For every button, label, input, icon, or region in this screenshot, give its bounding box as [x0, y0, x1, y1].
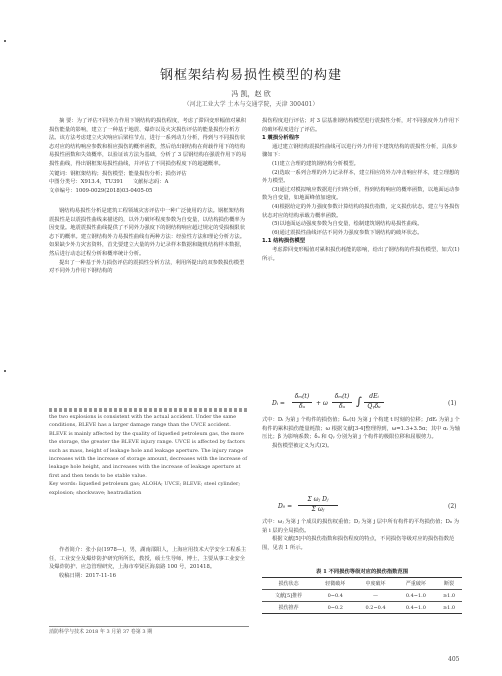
table-cell: ≥1.0 [436, 590, 462, 602]
table-caption: 表 1 不同损伤等级对应的损伤指数范围 [315, 569, 409, 575]
table-cell: 损伤推荐 [262, 602, 315, 614]
eq1-mid: + ω [316, 400, 328, 407]
eq2-denominator: Σ ωⱼ [311, 506, 325, 513]
eq1-lhs: Dᵢ = [272, 400, 285, 407]
eq1-frac2-den: δᵤ [338, 403, 345, 410]
body-paragraph: 提出了一种基于外力损伤评估的震损性分析方法，利用所提出的双参数损伤模型对不同外力作用下钢结构的 [49, 259, 245, 275]
eq1-frac3-den: Qᵧδᵤ [367, 403, 381, 410]
eq2-lhs: D₀ = [278, 503, 293, 510]
equation-1 [268, 393, 462, 415]
eq1-frac3-num: dEᵢ [369, 393, 379, 400]
eq2-explanation [262, 518, 462, 552]
authors: 冯 凯，赵 欣 [231, 90, 271, 98]
table-cell: — [355, 590, 395, 602]
abstract-block [49, 117, 249, 195]
step-4: (4)根据给定的外力强度参数计算结构的损伤指数，定义损伤状态，建立与各损伤状态对应的结构承载力概率函数。 [262, 203, 460, 219]
table-cell: ≥1.0 [436, 602, 462, 614]
separator [49, 408, 249, 412]
table-cell: 0.4~1.0 [396, 590, 436, 602]
abstract-text: 摘 要：为了评估不同外力作用下钢结构的损伤程度，考虑了滞回变形幅值对累积损伤能量的影响，建立了一种基于地震、爆炸以及火灾损伤评估的能量损伤分析方法。该方法考虑建立火灾响应后梁柱节点，进行一系列动力分析，得到与不同损伤状态对应的结构响应参数和相应损伤的概率函数，然后给出钢结构在荷载作用下的结构易损性函数和失效概率，以验证该方法为基础，分析了 3 层钢结构在强震作用下的易损性曲线，得出钢框架易损性曲线，并评估了不同损伤程度下的超越概率。 [49, 118, 247, 167]
crop-mark [4, 370, 6, 372]
step-3: (3)通过对模拟响应数据进行归纳分析，得到结构响应的概率函数，以地面运动参数为自变量，如地面峰值加速度。 [262, 186, 460, 202]
step-5: (5)以地面运动强度参数为自变量，绘制建筑钢结构易损性曲线。 [272, 221, 423, 228]
body-paragraph: 考虑滞回变形幅值对累积损伤耗能的影响，给出了钢结构的件损伤模型，如式(1)所示。 [262, 246, 460, 262]
doc-code: 文献标志码：A [132, 179, 169, 186]
eq1-number: (1) [448, 400, 457, 407]
subsection-heading: 1.1 结构损伤模型 [262, 238, 306, 245]
eq2-number: (2) [448, 503, 457, 510]
body-paragraph: 损伤程度进行评估；对 3 层基准钢结构模型进行震损性分析，对不同强度外力作用下的破坏程度进行了评估。 [262, 118, 460, 133]
left-body [49, 207, 249, 276]
affiliation: （河北工业大学 土木与交通学院，天津 300401） [183, 101, 319, 108]
page-number: 405 [448, 656, 460, 663]
eq1-explanation [262, 416, 462, 450]
clc-number: 中图分类号：X913.4，TU391 [49, 179, 124, 186]
eq1-frac1-num: δₘ(t) [294, 393, 310, 400]
crop-mark [4, 40, 6, 42]
damage-table [262, 577, 462, 614]
column-header: 损伤状态 [262, 578, 315, 590]
eq1-frac1-den: δᵤ [298, 403, 305, 410]
page-title: 钢框架结构易损性模型的构建 [159, 68, 342, 83]
right-column [262, 117, 462, 263]
table-header-row [262, 578, 462, 590]
table-row [262, 590, 462, 602]
column-header: 轻微破坏 [315, 578, 355, 590]
eq2-numerator: Σ ωⱼ Dⱼ [307, 496, 329, 503]
column-header: 中度破坏 [355, 578, 395, 590]
english-abstract-text: the two explosions is consistent with the actual accident. Under the same conditions, BLEVE has a larger damage range than the UVCE accident. BLEVE is mainly affected by the quality of liquefied petroleum gas, the more the storage, the greater the BLEVE injury range. UVCE is affected by factors such as mass, height of leakage hole and leakage aperture. The injury range increases with the increase of storage amount, decreases with the increase of leakage hole height, and increases with the increase of leakage aperture at first and then tends to be stable value. [49, 414, 248, 479]
meta-line [49, 178, 249, 187]
article-number: 文章编号：1009-0029(2018)03-0405-05 [49, 187, 153, 194]
table-cell: 0~0.2 [315, 602, 355, 614]
section-heading: 1 震损分析程序 [262, 135, 300, 142]
step-1: (1)建立合理的建筑钢结构分析模型。 [272, 160, 359, 167]
equation-2 [268, 496, 462, 518]
integral-sign: ∫ [356, 395, 362, 408]
table-cell: 0~0.4 [315, 590, 355, 602]
author-bio: 作者简介：张小良(1978—)，男，湖南邵阳人，上海应用技术大学安全工程系主任，工业安全及爆炸防护研究所所长，教授，硕士生导师，博士，主要从事工业安全及爆炸防护、应急管理研究，上海市奉贤区海泉路 100 号，201418。 [49, 547, 247, 571]
table-cell: 0.4~1.0 [396, 602, 436, 614]
table-row [262, 602, 462, 614]
step-6: (6)通过震损性曲线评估不同外力强度参数下钢结构的破坏状态。 [272, 229, 423, 236]
received-date: 收稿日期：2017-11-16 [59, 572, 117, 579]
body-paragraph: 通过建立钢结构震损性曲线可以进行外力作用下建筑结构的震损性分析，具体步骤如下： [262, 143, 458, 159]
eq1-description: 式中：Dᵢ 为第 j 个构件的损伤值；δₘ(t) 为第 j 个构建 t 时刻的位移；∫dEᵢ 为第 j 个构件的累积损伤能量耗散；ω 根据文献[3-4]整理得到，ω=1.3+3.5α；其中 αᵢ 为轴压比；β 为影响系数；δᵤ 和 Qᵧ 分别为第 j 个构件的极限位移和屈服剪力。 [262, 417, 461, 441]
body-paragraph: 损伤模型被定义为式(2)。 [272, 442, 333, 449]
english-keywords: Key words: liquefied petroleum gas; ALOHA; UVCE; BLEVE; steel cylinder; explosion; shockwave; heatradiation [49, 481, 241, 496]
body-paragraph: 根据文献[5]中的损伤指数和损伤程度的特点，不同损伤等级对应的损伤指数范围，见表 1 所示。 [262, 536, 455, 551]
english-abstract [49, 413, 249, 497]
journal-footer: 消防科学与技术 2018 年 3 月第 37 卷第 3 期 [49, 629, 153, 635]
eq1-frac2-num: δₘ(t) [334, 393, 350, 400]
column-header: 严重破坏 [396, 578, 436, 590]
keywords: 关键词：钢框架结构；损伤模型；能量损伤分析；损伤评估 [49, 170, 187, 177]
author-info [49, 546, 249, 580]
footer-rule [49, 626, 249, 627]
table-cell: 0.2~0.4 [355, 602, 395, 614]
step-2: (2)选取一系列合理的外力记录样本，建立相应的外力冲击响应样本，建立理想的外力模型。 [262, 169, 460, 185]
table-cell: 文献[5]推荐 [262, 590, 315, 602]
column-header: 断裂 [436, 578, 462, 590]
eq2-description: 式中：ωⱼ 为第 j 个成员的损伤权重值；Dⱼ 为第 j 层中所有构件的平均损伤值；D₀ 为第 i 层的全局损伤。 [262, 519, 460, 534]
body-paragraph: 钢结构易损性分析是建筑工程领域灾害评估中一种广泛使用的方法。钢框架结构震损性是以震损性曲线来描述的，以外力破坏程度参数为自变量，以结构损伤概率为因变量。地震震损性曲线提供了不同外力强度下的钢结构响应超过规定的受损极限状态下的概率。建立钢结构外力易损性曲线有两种方法：经验性方法和理论分析方法。如果缺少外力灾害资料，首先要建立大量的外力记录样本数据和随机结构样本数据，然后进行动态过程分析和概率统计分析。 [49, 208, 245, 257]
